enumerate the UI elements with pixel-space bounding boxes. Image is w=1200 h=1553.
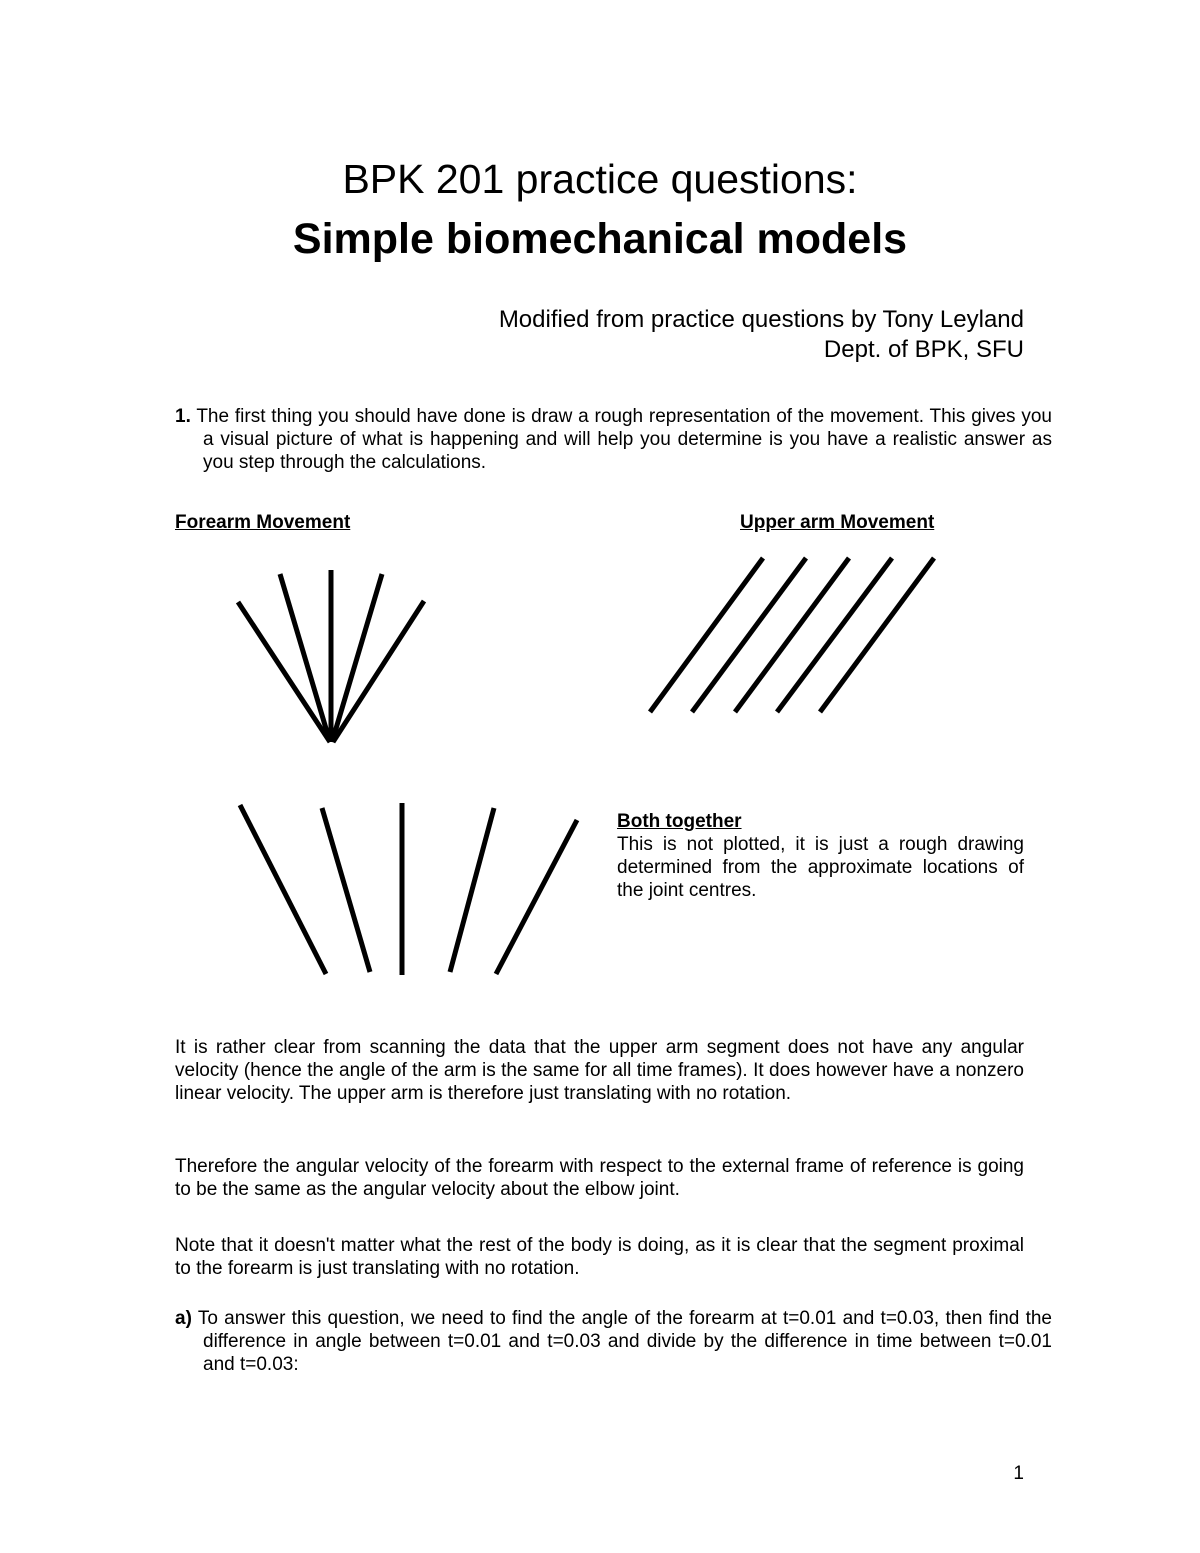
page-number: 1 [1013,1463,1024,1484]
question-a [175,1307,1052,1376]
upperarm-diagram [650,558,934,712]
title-line-2: Simple biomechanical models [292,215,908,263]
combined-line [496,820,577,974]
forearm-movement-label: Forearm Movement [175,512,351,533]
paragraph-2: Therefore the angular velocity of the forearm with respect to the external frame of reference is going to be the same as the angular velocity about the elbow joint. [175,1156,1024,1200]
combined-line [450,808,494,972]
both-together-diagram [240,803,577,975]
both-together-note [617,810,1024,902]
forearm-line [280,574,330,742]
forearm-line [332,574,382,742]
paragraph-1: It is rather clear from scanning the data that the upper arm segment does not have any angular velocity (hence the angle of the arm is the same for all time frames). It does however have a nonzero linear velocity. The upper arm is therefore just translating with no rotation. [175,1037,1024,1104]
question-a-text: To answer this question, we need to find the angle of the forearm at t=0.01 and t=0.03, then find the difference in angle between t=0.01 and t=0.03 and divide by the difference in time between t=0.01 and t=0.03: [197,1308,1052,1375]
question-number: 1. [175,406,191,427]
forearm-line [238,602,330,742]
upperarm-movement-label: Upper arm Movement [740,512,935,533]
credit-line-1: Modified from practice questions by Tony Leyland [498,306,1024,333]
combined-line [322,808,370,972]
forearm-line [333,601,424,742]
forearm-diagram [238,570,424,742]
question-a-label: a) [175,1308,192,1329]
credit-line-2: Dept. of BPK, SFU [823,336,1024,363]
combined-line [240,805,326,974]
both-together-text: This is not plotted, it is just a rough drawing determined from the approximate locations of the joint centres. [617,834,1024,901]
title-line-1: BPK 201 practice questions: [342,156,858,202]
both-together-label: Both together [617,811,742,832]
question-1-text: The first thing you should have done is draw a rough representation of the movement. This gives you a visual picture of what is happening and will help you determine is you have a realistic answer as you step through the calculations. [196,406,1053,473]
paragraph-3: Note that it doesn't matter what the rest of the body is doing, as it is clear that the segment proximal to the forearm is just translating with no rotation. [175,1235,1024,1279]
